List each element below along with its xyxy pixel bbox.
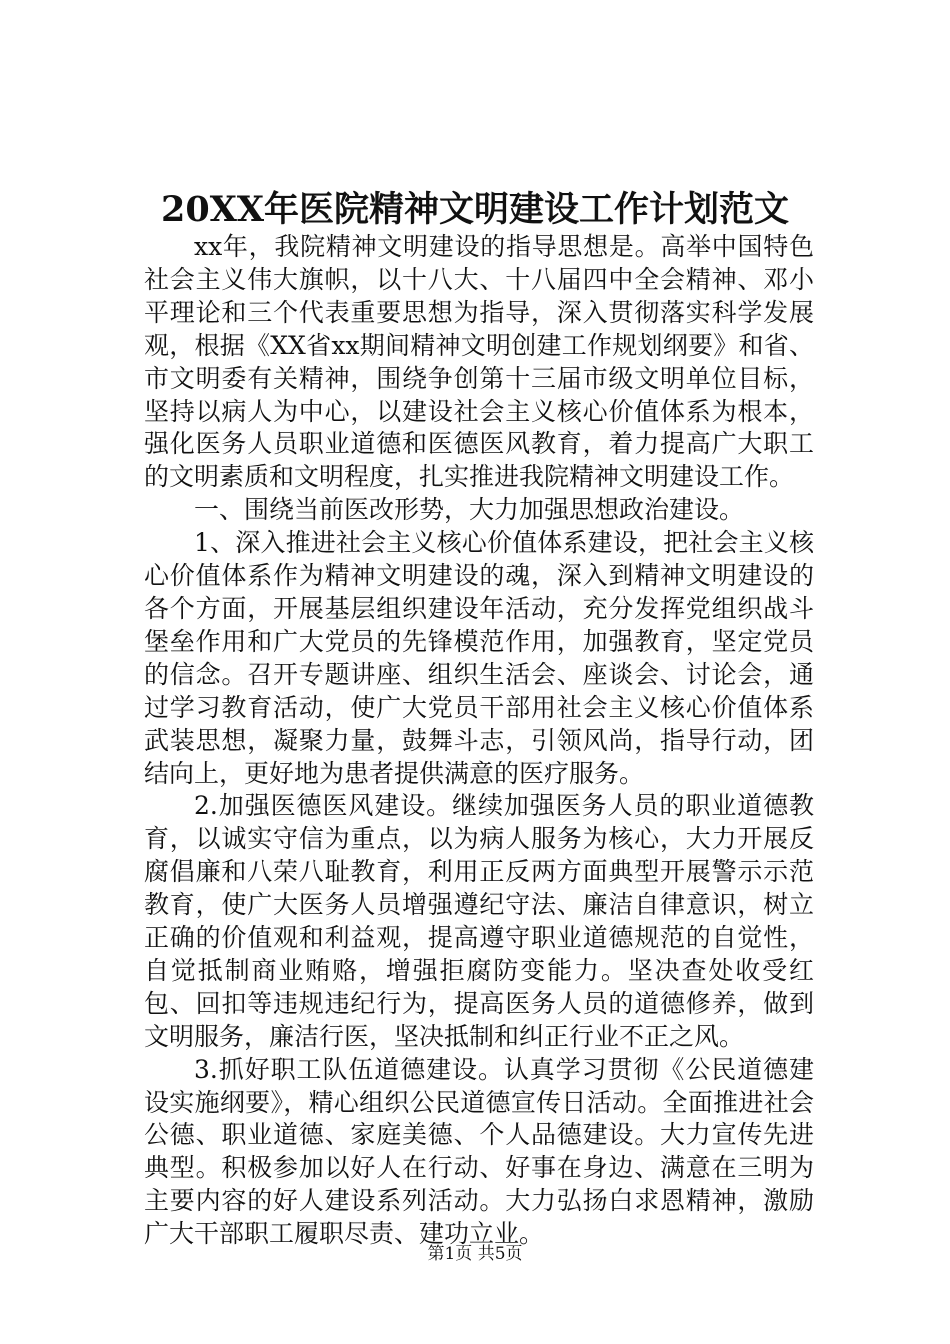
document-body — [144, 231, 814, 1251]
paragraph-item-2: 2.加强医德医风建设。继续加强医务人员的职业道德教育，以诚实守信为重点，以为病人服务为核心，大力开展反腐倡廉和八荣八耻教育，利用正反两方面典型开展警示示范教育，使广大医务人员增强遵纪守法、廉洁自律意识，树立正确的价值观和利益观，提高遵守职业道德规范的自觉性，自觉抵制商业贿赂，增强拒腐防变能力。坚决查处收受红包、回扣等违规违纪行为，提高医务人员的道德修养，做到文明服务，廉洁行医，坚决抵制和纠正行业不正之风。 — [144, 791, 814, 1051]
paragraph-section-heading: 一、围绕当前医改形势，大力加强思想政治建设。 — [194, 495, 745, 525]
paragraph-intro: xx年，我院精神文明建设的指导思想是。高举中国特色社会主义伟大旗帜，以十八大、十八届四中全会精神、邓小平理论和三个代表重要思想为指导，深入贯彻落实科学发展观，根据《XX省xx期间精神文明创建工作规划纲要》和省、市文明委有关精神，围绕争创第十三届市级文明单位目标，坚持以病人为中心，以建设社会主义核心价值体系为根本，强化医务人员职业道德和医德医风教育，着力提高广大职工的文明素质和文明程度，扎实推进我院精神文明建设工作。 — [144, 232, 814, 492]
paragraph-item-3: 3.抓好职工队伍道德建设。认真学习贯彻《公民道德建设实施纲要》，精心组织公民道德宣传日活动。全面推进社会公德、职业道德、家庭美德、个人品德建设。大力宣传先进典型。积极参加以好人在行动、好事在身边、满意在三明为主要内容的好人建设系列活动。大力弘扬白求恩精神，激励广大干部职工履职尽责、建功立业。 — [144, 1054, 814, 1249]
document-title: 20XX年医院精神文明建设工作计划范文 — [160, 189, 790, 230]
page-number-footer: 第1页 共5页 — [427, 1244, 523, 1264]
paragraph-item-1: 1、深入推进社会主义核心价值体系建设，把社会主义核心价值体系作为精神文明建设的魂，深入到精神文明建设的各个方面，开展基层组织建设年活动，充分发挥党组织战斗堡垒作用和广大党员的先锋模范作用，加强教育，坚定党员的信念。召开专题讲座、组织生活会、座谈会、讨论会，通过学习教育活动，使广大党员干部用社会主义核心价值体系武装思想，凝聚力量，鼓舞斗志，引领风尚，指导行动，团结向上，更好地为患者提供满意的医疗服务。 — [144, 528, 814, 788]
